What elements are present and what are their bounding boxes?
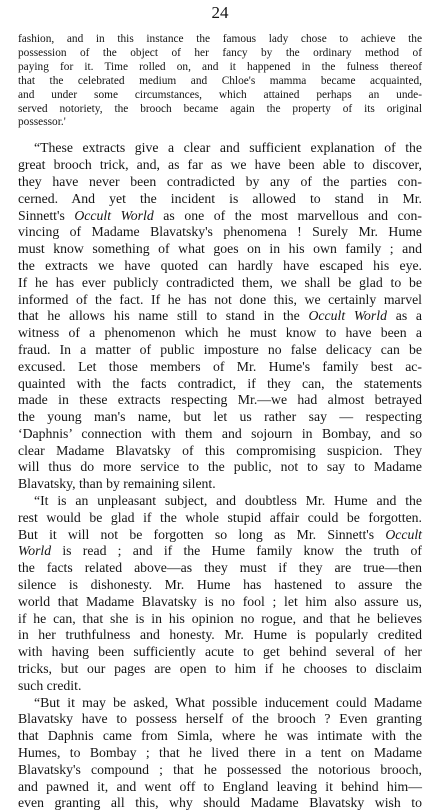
text-run: ‘Daphnis’ connection with them and sojourn in Bombay, and so: [18, 425, 422, 441]
text-line: [18, 325, 422, 342]
text-line: [18, 292, 422, 309]
text-line: [18, 728, 422, 745]
text-run: Humes, to Bombay ; that he lived there in a tent on Madame: [18, 745, 422, 761]
text-line: [18, 779, 422, 796]
text-line: [18, 157, 422, 174]
text-line: [18, 493, 422, 510]
text-line: [18, 103, 422, 117]
text-run: Blavatsky's compound ; that he possessed the notorious brooch,: [18, 761, 422, 777]
text-run: If he has ever publicly contradicted them, we shall be glad to be: [18, 274, 422, 290]
text-run: and under some circumstances, which attained perhaps an unde-: [18, 88, 422, 101]
text-run: Blavatsky, than by remaining silent.: [18, 476, 216, 492]
text-run: fraud. In a matter of public imposture no false delicacy can be: [18, 341, 422, 357]
book-page: [18, 0, 423, 811]
text-line: [18, 678, 422, 695]
text-run: must know something of what goes on in his own family ; and: [18, 241, 422, 257]
text-line: [18, 191, 422, 208]
text-line: [18, 47, 422, 61]
text-run: quainted with the facts contradict, if they can, the statements: [18, 375, 422, 391]
text-run: possessor.': [18, 116, 66, 129]
text-line: [18, 543, 422, 560]
text-line: [18, 527, 422, 544]
text-run: witness of a phenomenon which he must know to have been a: [18, 325, 422, 341]
book-title-italic: Occult World: [74, 207, 154, 223]
text-line: [18, 308, 422, 325]
text-run: the facts related above—as they must if they are true—then: [18, 560, 422, 576]
text-line: [18, 560, 422, 577]
text-run: tricks, but our pages are open to him if he chooses to disclaim: [18, 661, 422, 677]
text-run: clear Madame Blavatsky of this compromising suspicion. They: [18, 442, 422, 458]
text-run: as a: [386, 308, 423, 324]
text-run: that Daphnis came from Simla, where he was intimate with the: [18, 728, 422, 744]
text-run: that the celebrated medium and Chloe's mamma became acquainted,: [18, 74, 422, 87]
text-line: [18, 745, 422, 762]
text-line: [18, 627, 422, 644]
paragraph-p4: [18, 695, 422, 812]
body-text: [18, 33, 422, 812]
text-run: in her truthfulness and honesty. Mr. Hume is popularly credited: [18, 627, 422, 643]
text-run: Blavatsky have to possess herself of the brooch ? Even granting: [18, 711, 422, 727]
text-line: [18, 174, 422, 191]
text-run: served notoriety, the brooch became again the property of its original: [18, 102, 422, 115]
text-line: [18, 224, 422, 241]
text-run: excused. Let those members of Mr. Hume's family best ac-: [18, 358, 422, 374]
text-run: vincing of Madame Blavatsky's phenomena ! Surely Mr. Hume: [18, 224, 422, 240]
text-run: and pawned it, and went off to England leaving it behind him—: [18, 778, 422, 794]
text-line: [18, 116, 422, 130]
text-run: rest would be glad if the whole stupid affair could be forgotten.: [18, 509, 422, 525]
text-run: as one of the most marvellous and con-: [153, 207, 422, 223]
text-run: paying for it. Time rolled on, and it happened in the fulness thereof: [18, 60, 422, 73]
text-run: is read ; and if the Hume family know the truth of: [51, 543, 422, 559]
text-run: possession of the object of her fancy by the ordinary method of: [18, 46, 422, 59]
text-run: the young man's name, but let us rather say — respecting: [18, 409, 422, 425]
text-line: [18, 577, 422, 594]
text-line: [18, 510, 422, 527]
text-run: with having been sufficiently acute to get behind several of her: [18, 644, 422, 660]
text-run: “But it may be asked, What possible inducement could Madame: [34, 694, 422, 710]
text-line: [18, 409, 422, 426]
book-title-italic: Occult: [385, 526, 422, 542]
text-line: [18, 426, 422, 443]
text-run: cerned. And yet the incident is allowed to stand in Mr.: [18, 190, 422, 206]
text-line: [18, 376, 422, 393]
text-line: [18, 241, 422, 258]
text-run: “These extracts give a clear and sufficient explanation of the: [34, 140, 422, 156]
text-line: [18, 443, 422, 460]
text-line: [18, 711, 422, 728]
text-line: [18, 258, 422, 275]
text-run: they have never been contradicted by any of the parties con-: [18, 173, 422, 189]
text-run: But it will not be forgotten so long as Mr. Sinnett's: [18, 526, 386, 542]
text-run: the extracts we have quoted can hardly have escaped his eye.: [18, 257, 422, 273]
text-line: [18, 795, 422, 812]
text-run: that he allows his name still to stand in the: [18, 308, 309, 324]
text-run: such credit.: [18, 677, 82, 693]
text-line: [18, 359, 422, 376]
text-run: great brooch trick, and, as far as we have been able to discover,: [18, 157, 422, 173]
book-title-italic: Occult World: [308, 308, 387, 324]
text-line: [18, 61, 422, 75]
text-run: if he can, that she is in his opinion no rogue, and that he believes: [18, 610, 422, 626]
text-run: will thus do more service to the public, not to say to Madame: [18, 459, 422, 475]
text-line: [18, 644, 422, 661]
text-run: silence is dishonesty. Mr. Hume has hastened to assure the: [18, 577, 422, 593]
text-line: [18, 89, 422, 103]
text-line: [18, 140, 422, 157]
text-run: world that Madame Blavatsky is no fool ; let him also assure us,: [18, 593, 422, 609]
text-run: Sinnett's: [18, 207, 75, 223]
text-line: [18, 695, 422, 712]
text-line: [18, 459, 422, 476]
page-number: 24: [211, 3, 229, 22]
book-title-italic: World: [18, 543, 52, 559]
text-run: fashion, and in this instance the famous lady chose to achieve the: [18, 33, 422, 45]
text-line: [18, 275, 422, 292]
text-run: made in these extracts respecting Mr.—we had almost betrayed: [18, 392, 422, 408]
text-run: even granting all this, why should Madame Blavatsky wish to: [18, 795, 422, 811]
paragraph-p3: [18, 493, 422, 695]
text-line: [18, 762, 422, 779]
text-line: [18, 75, 422, 89]
text-line: [18, 33, 422, 47]
text-line: [18, 594, 422, 611]
text-line: [18, 476, 422, 493]
text-line: [18, 208, 422, 225]
text-line: [18, 661, 422, 678]
text-run: “It is an unpleasant subject, and doubtless Mr. Hume and the: [34, 493, 422, 509]
text-run: informed of the fact. If he has not done this, we certainly marvel: [18, 291, 422, 307]
paragraph-p1: [18, 33, 422, 130]
text-line: [18, 611, 422, 628]
paragraph-p2: [18, 140, 422, 493]
text-line: [18, 392, 422, 409]
text-line: [18, 342, 422, 359]
